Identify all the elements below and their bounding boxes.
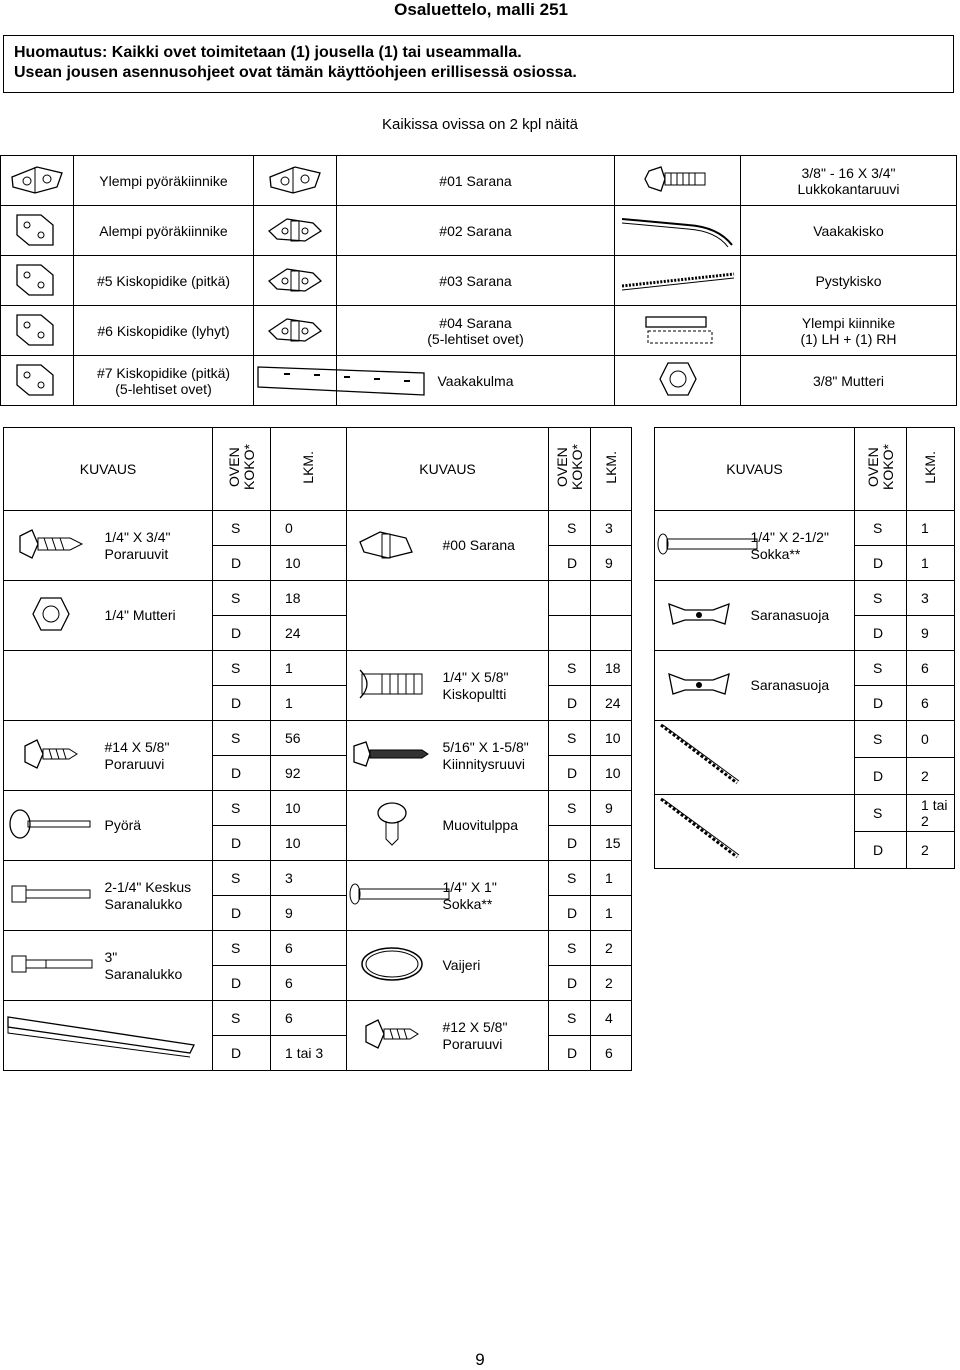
part-description: 5/16" X 1-5/8" Kiinnitysruuvi xyxy=(437,721,549,791)
common-part-label: 3/8" Mutteri xyxy=(741,356,957,406)
hinge-pin-icon xyxy=(4,861,99,931)
part-row xyxy=(4,511,347,546)
common-part-label: #6 Kiskopidike (lyhyt) xyxy=(74,306,254,356)
part-row xyxy=(347,791,632,826)
part-row xyxy=(347,1001,632,1036)
common-part-label: #5 Kiskopidike (pitkä) xyxy=(74,256,254,306)
hinge-guard-icon xyxy=(655,581,745,651)
hinge-pin-long-icon xyxy=(4,931,99,1001)
clevis-pin-icon xyxy=(347,861,437,931)
thin-strip-icon xyxy=(655,795,745,869)
hinge-icon xyxy=(254,256,337,306)
size-code-d: D xyxy=(213,756,271,791)
size-code-d: D xyxy=(855,616,907,651)
quantity-d: 6 xyxy=(591,1036,632,1071)
common-part-label: #01 Sarana xyxy=(337,156,615,206)
size-code-d: D xyxy=(213,966,271,1001)
size-code-s: S xyxy=(213,651,271,686)
quantity-s: 18 xyxy=(591,651,632,686)
cable-icon xyxy=(347,931,437,1001)
quantity-d: 1 xyxy=(271,686,347,721)
quantity-s: 1 xyxy=(907,511,955,546)
part-row xyxy=(347,931,632,966)
note-line-1: Huomautus: Kaikki ovet toimitetaan (1) jousella (1) tai useammalla. xyxy=(14,44,522,61)
parts-table-3 xyxy=(654,427,955,869)
lag-screw-long-icon xyxy=(347,721,437,791)
size-code-d: D xyxy=(213,616,271,651)
hinge-icon xyxy=(254,156,337,206)
quantity-d: 92 xyxy=(271,756,347,791)
quantity-s: 6 xyxy=(271,1001,347,1036)
lag-screw-icon xyxy=(4,511,99,581)
size-code-s: S xyxy=(855,795,907,832)
header-door-size: OVEN KOKO* xyxy=(549,428,591,511)
size-code-d: D xyxy=(855,832,907,869)
size-code-d: D xyxy=(855,546,907,581)
size-code-s: S xyxy=(549,651,591,686)
part-description: Pyörä xyxy=(99,791,213,861)
size-code-s: S xyxy=(549,721,591,756)
quantity-d: 6 xyxy=(907,686,955,721)
size-code-s: S xyxy=(855,511,907,546)
size-code-d: D xyxy=(549,756,591,791)
size-code-s: S xyxy=(213,791,271,826)
size-code-s: S xyxy=(213,1001,271,1036)
size-code-d: D xyxy=(213,826,271,861)
hinge-icon xyxy=(347,511,437,581)
size-code-s: S xyxy=(213,861,271,896)
part-description: 1/4" X 5/8" Kiskopultti xyxy=(437,651,549,721)
parts-table-1 xyxy=(3,427,347,1071)
quantity-s: 3 xyxy=(271,861,347,896)
angle-strip-icon xyxy=(4,1001,213,1071)
size-code-s: S xyxy=(213,511,271,546)
common-part-label: Alempi pyöräkiinnike xyxy=(74,206,254,256)
size-code-s: S xyxy=(213,721,271,756)
part-row xyxy=(4,651,347,686)
quantity-s: 0 xyxy=(271,511,347,546)
note-line-2: Usean jousen asennusohjeet ovat tämän käyttöohjeen erillisessä osiossa. xyxy=(14,64,577,81)
quantity-s: 2 xyxy=(591,931,632,966)
size-code-s: S xyxy=(549,1001,591,1036)
roller-icon xyxy=(4,791,99,861)
size-code-s: S xyxy=(213,581,271,616)
common-part-row xyxy=(1,356,957,406)
quantity-s: 4 xyxy=(591,1001,632,1036)
size-code-s: S xyxy=(549,511,591,546)
bottom-bracket-icon xyxy=(1,206,74,256)
part-row xyxy=(347,861,632,896)
part-row xyxy=(655,721,955,758)
size-code-d: D xyxy=(549,546,591,581)
quantity-d xyxy=(591,616,632,651)
roller-bracket-icon xyxy=(1,156,74,206)
size-code-d: D xyxy=(213,546,271,581)
common-part-row xyxy=(1,256,957,306)
size-code-d: D xyxy=(549,1036,591,1071)
quantity-d: 24 xyxy=(271,616,347,651)
size-code-d: D xyxy=(549,966,591,1001)
quantity-d: 9 xyxy=(591,546,632,581)
clevis-pin-icon xyxy=(655,511,745,581)
quantity-d: 9 xyxy=(271,896,347,931)
part-description: 3" Saranalukko xyxy=(99,931,213,1001)
quantity-d: 2 xyxy=(907,758,955,795)
part-description: #12 X 5/8" Poraruuvi xyxy=(437,1001,549,1071)
size-code-s: S xyxy=(213,931,271,966)
part-description: 2-1/4" Keskus Saranalukko xyxy=(99,861,213,931)
size-code-s xyxy=(549,581,591,616)
quantity-s: 1 xyxy=(271,651,347,686)
size-code-d: D xyxy=(213,896,271,931)
hex-screw-icon xyxy=(347,1001,437,1071)
part-description xyxy=(745,721,855,795)
quantity-s: 3 xyxy=(907,581,955,616)
part-description: 1/4" X 3/4" Poraruuvit xyxy=(99,511,213,581)
nut-icon xyxy=(615,356,741,406)
part-row xyxy=(4,721,347,756)
quantity-s: 0 xyxy=(907,721,955,758)
flag-bracket-icon xyxy=(615,306,741,356)
part-row xyxy=(655,581,955,616)
empty-cell xyxy=(347,581,437,651)
bolt-icon xyxy=(615,156,741,206)
common-part-label: Ylempi kiinnike (1) LH + (1) RH xyxy=(741,306,957,356)
quantity-d: 1 xyxy=(907,546,955,581)
quantity-d: 10 xyxy=(271,826,347,861)
header-quantity: LKM. xyxy=(907,428,955,511)
quantity-d: 15 xyxy=(591,826,632,861)
part-description: #00 Sarana xyxy=(437,511,549,581)
quantity-s xyxy=(591,581,632,616)
common-part-label: Vaakakisko xyxy=(741,206,957,256)
quantity-s: 56 xyxy=(271,721,347,756)
page-number: 9 xyxy=(475,1350,485,1369)
size-code-d xyxy=(549,616,591,651)
common-part-label: #7 Kiskopidike (pitkä) (5-lehtiset ovet) xyxy=(74,356,254,406)
size-code-d: D xyxy=(213,1036,271,1071)
common-part-row xyxy=(1,156,957,206)
size-code-s: S xyxy=(855,721,907,758)
page-title: Osaluettelo, malli 251 xyxy=(394,0,568,19)
quantity-d: 2 xyxy=(907,832,955,869)
quantity-s: 10 xyxy=(271,791,347,826)
size-code-s: S xyxy=(549,791,591,826)
common-parts-heading: Kaikissa ovissa on 2 kpl näitä xyxy=(382,116,578,133)
header-description: KUVAUS xyxy=(347,428,549,511)
part-row xyxy=(347,721,632,756)
common-parts-table xyxy=(0,155,957,406)
size-code-d: D xyxy=(855,686,907,721)
part-row xyxy=(347,651,632,686)
quantity-d: 9 xyxy=(907,616,955,651)
hex-nut-icon xyxy=(4,581,99,651)
hinge-icon xyxy=(254,306,337,356)
plastic-plug-icon xyxy=(347,791,437,861)
part-row xyxy=(4,931,347,966)
part-row xyxy=(4,581,347,616)
part-description xyxy=(99,651,213,721)
size-code-s: S xyxy=(855,581,907,616)
quantity-s: 1 xyxy=(591,861,632,896)
size-code-d: D xyxy=(549,826,591,861)
header-description: KUVAUS xyxy=(4,428,213,511)
size-code-s: S xyxy=(855,651,907,686)
part-row xyxy=(4,791,347,826)
quantity-s: 10 xyxy=(591,721,632,756)
header-door-size: OVEN KOKO* xyxy=(855,428,907,511)
part-description xyxy=(437,581,549,651)
quantity-s: 3 xyxy=(591,511,632,546)
header-quantity: LKM. xyxy=(591,428,632,511)
note-box xyxy=(3,35,954,93)
part-row xyxy=(655,511,955,546)
part-description: 1/4" X 1" Sokka** xyxy=(437,861,549,931)
common-part-row xyxy=(1,206,957,256)
part-description: Vaijeri xyxy=(437,931,549,1001)
part-row xyxy=(347,511,632,546)
horizontal-rail-icon xyxy=(615,206,741,256)
common-part-label: Pystykisko xyxy=(741,256,957,306)
parts-table-2 xyxy=(346,427,632,1071)
hex-screw-icon xyxy=(4,721,99,791)
quantity-s: 18 xyxy=(271,581,347,616)
size-code-s: S xyxy=(549,931,591,966)
common-part-label: #03 Sarana xyxy=(337,256,615,306)
common-part-label: Ylempi pyöräkiinnike xyxy=(74,156,254,206)
vertical-rail-icon xyxy=(615,256,741,306)
part-row xyxy=(655,651,955,686)
quantity-d: 1 xyxy=(591,896,632,931)
quantity-d: 2 xyxy=(591,966,632,1001)
part-description: 1/4" X 2-1/2" Sokka** xyxy=(745,511,855,581)
quantity-d: 6 xyxy=(271,966,347,1001)
part-description: 1/4" Mutteri xyxy=(99,581,213,651)
hinge-guard-icon xyxy=(655,651,745,721)
track-bracket-icon xyxy=(1,356,74,406)
quantity-s: 6 xyxy=(907,651,955,686)
part-description xyxy=(745,795,855,869)
common-part-row xyxy=(1,306,957,356)
part-row xyxy=(347,581,632,616)
part-description: Saranasuoja xyxy=(745,651,855,721)
quantity-d: 24 xyxy=(591,686,632,721)
angle-icon xyxy=(254,356,337,406)
track-bracket-icon xyxy=(1,256,74,306)
thin-strip-icon xyxy=(655,721,745,795)
part-row xyxy=(4,861,347,896)
track-bracket-icon xyxy=(1,306,74,356)
common-part-label: #04 Sarana (5-lehtiset ovet) xyxy=(337,306,615,356)
header-description: KUVAUS xyxy=(655,428,855,511)
part-description: Muovitulppa xyxy=(437,791,549,861)
part-description: Saranasuoja xyxy=(745,581,855,651)
header-door-size: OVEN KOKO* xyxy=(213,428,271,511)
empty-cell xyxy=(4,651,99,721)
quantity-d: 10 xyxy=(591,756,632,791)
size-code-d: D xyxy=(549,686,591,721)
quantity-d: 1 tai 3 xyxy=(271,1036,347,1071)
part-description: #14 X 5/8" Poraruuvi xyxy=(99,721,213,791)
quantity-s: 6 xyxy=(271,931,347,966)
quantity-s: 1 tai 2 xyxy=(907,795,955,832)
common-part-label: Vaakakulma xyxy=(337,356,615,406)
common-part-label: 3/8" - 16 X 3/4" Lukkokantaruuvi xyxy=(741,156,957,206)
common-part-label: #02 Sarana xyxy=(337,206,615,256)
size-code-d: D xyxy=(549,896,591,931)
header-quantity: LKM. xyxy=(271,428,347,511)
part-row xyxy=(4,1001,347,1036)
size-code-d: D xyxy=(213,686,271,721)
quantity-d: 10 xyxy=(271,546,347,581)
part-row xyxy=(655,795,955,832)
size-code-d: D xyxy=(855,758,907,795)
hinge-icon xyxy=(254,206,337,256)
quantity-s: 9 xyxy=(591,791,632,826)
size-code-s: S xyxy=(549,861,591,896)
carriage-bolt-icon xyxy=(347,651,437,721)
